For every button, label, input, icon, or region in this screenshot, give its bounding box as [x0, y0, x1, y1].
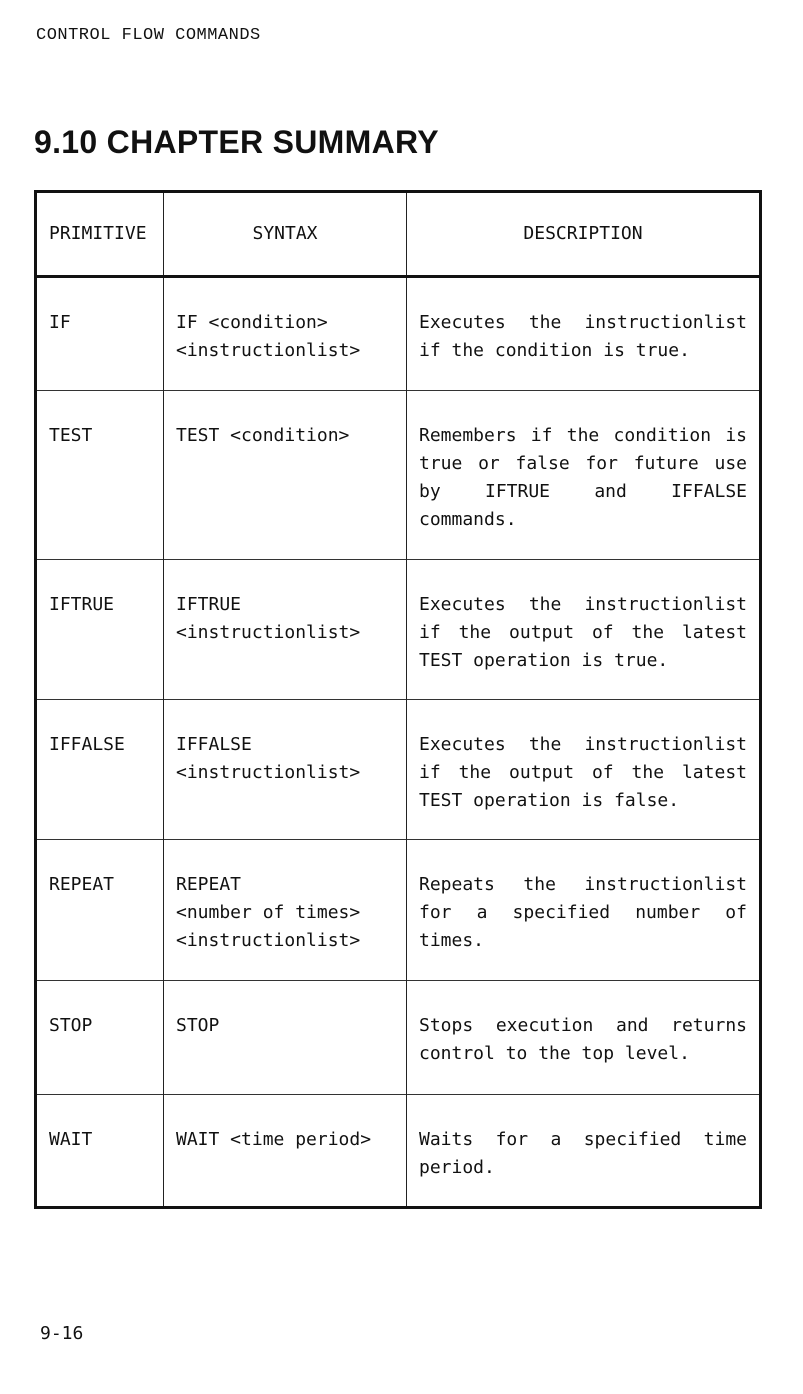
page-number: 9-16 [40, 1323, 84, 1344]
syntax-cell: REPEAT <number of times> <instructionlist> [164, 840, 407, 981]
running-head: CONTROL FLOW COMMANDS [36, 26, 261, 45]
primitive-cell: IF [36, 277, 164, 391]
table-row-test [36, 391, 761, 560]
syntax-cell: IFFALSE <instructionlist> [164, 700, 407, 840]
table-row-iffalse [36, 700, 761, 840]
description-cell: Executes the instructionlist if the output of the latest TEST operation is true. [407, 560, 761, 700]
table-row-iftrue [36, 560, 761, 700]
table-header-row [36, 192, 761, 277]
section-title: 9.10 CHAPTER SUMMARY [34, 124, 439, 160]
table-row-if [36, 277, 761, 391]
syntax-cell: IFTRUE <instructionlist> [164, 560, 407, 700]
syntax-cell: IF <condition> <instructionlist> [164, 277, 407, 391]
description-cell: Stops execution and returns control to the top level. [407, 981, 761, 1095]
table-row-wait [36, 1095, 761, 1208]
primitive-cell: WAIT [36, 1095, 164, 1208]
syntax-cell: WAIT <time period> [164, 1095, 407, 1208]
primitive-cell: STOP [36, 981, 164, 1095]
column-header-primitive: PRIMITIVE [36, 192, 164, 277]
primitive-cell: IFFALSE [36, 700, 164, 840]
description-cell: Waits for a specified time period. [407, 1095, 761, 1208]
description-cell: Remembers if the condition is true or false for future use by IFTRUE and IFFALSE commands. [407, 391, 761, 560]
chapter-summary-table [34, 190, 762, 1209]
primitive-cell: IFTRUE [36, 560, 164, 700]
table-row-repeat [36, 840, 761, 981]
syntax-cell: STOP [164, 981, 407, 1095]
column-header-description: DESCRIPTION [407, 192, 761, 277]
description-cell: Executes the instructionlist if the output of the latest TEST operation is false. [407, 700, 761, 840]
primitive-cell: REPEAT [36, 840, 164, 981]
description-cell: Repeats the instructionlist for a specified number of times. [407, 840, 761, 981]
column-header-syntax: SYNTAX [164, 192, 407, 277]
syntax-cell: TEST <condition> [164, 391, 407, 560]
primitive-cell: TEST [36, 391, 164, 560]
description-cell: Executes the instructionlist if the condition is true. [407, 277, 761, 391]
table-row-stop [36, 981, 761, 1095]
